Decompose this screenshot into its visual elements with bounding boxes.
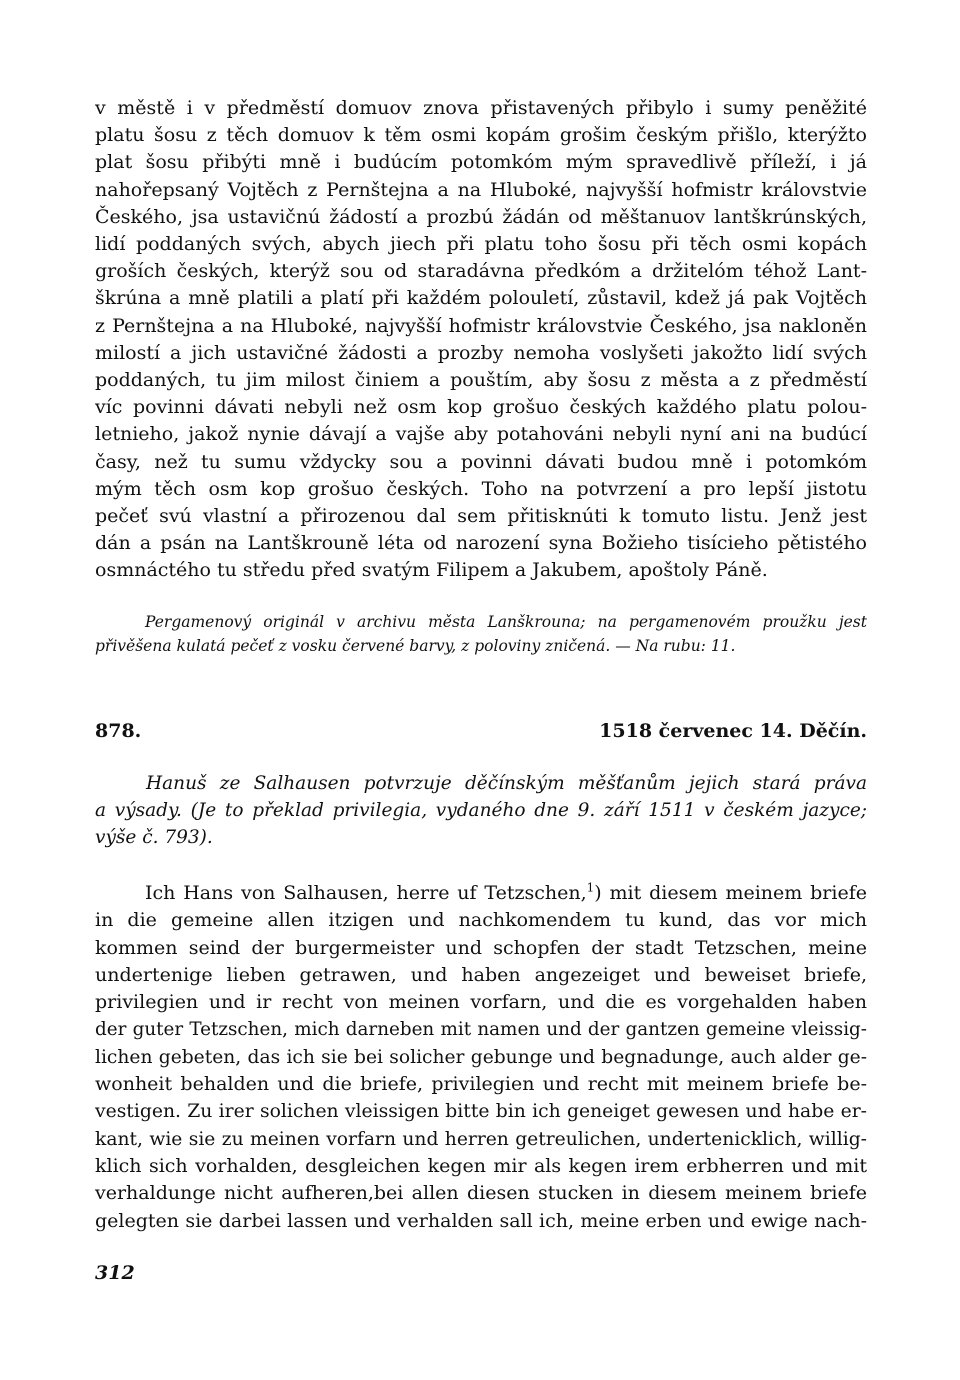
text-line: dán a psán na Lantškrouně léta od narození syna Božieho tisícieho pětistého [95, 532, 867, 555]
entry-date: 1518 červenec 14. Děčín. [599, 720, 867, 742]
text-line: víc povinni dávati nebyli než osm kop grošuo českých každého platu polou- [95, 396, 867, 419]
text-line: in die gemeine allen itzigen und nachkomendem tu kund, das vor mich [95, 909, 867, 932]
text-line: verhaldunge nicht aufheren,bei allen diesen stucken in diesem meinem briefe [95, 1182, 867, 1205]
entry-summary [95, 770, 867, 851]
text-line: vestigen. Zu irer solichen vleissigen bitte bin ich geneiget gewesen und habe er- [95, 1101, 867, 1123]
text-line: nahořepsaný Vojtěch z Pernštejna a na Hluboké, najvyšší hofmistr královstvie [95, 178, 867, 201]
text-line: plat šosu přibýti mně i budúcím potomkóm mým spravedlivě příleží, i já [95, 151, 867, 174]
upper-paragraph [95, 95, 867, 585]
text-line: milostí a jich ustavičné žádosti a prozby nemoha voslyšeti jakožto lidí svých [95, 341, 867, 364]
summary-line: výše č. 793). [95, 827, 213, 848]
text-line: škrúna a mně platili a platí při každém polouletí, zůstavil, kdež já pak Vojtěch [95, 287, 867, 310]
text-fragment: ) mit diesem meinem briefe [594, 882, 867, 904]
text-line: wonheit behalden und die briefe, privilegien und recht mit meinem briefe be- [95, 1073, 867, 1096]
note-line: přivěšena kulatá pečeť z vosku červené barvy, z poloviny zničená. — Na rubu: 11. [95, 637, 736, 655]
archival-note [95, 610, 867, 658]
footnote-mark: 1 [586, 880, 595, 895]
page-number: 312 [95, 1262, 135, 1284]
text-line: undertenige lieben getrawen, und haben angezeiget und beweiset briefe, [95, 963, 867, 986]
text-line: poddaných, tu jim milost činiem a pouštím, aby šosu z města a z předměstí [95, 369, 867, 392]
text-fragment: Ich Hans von Salhausen, herre uf Tetzschen, [145, 882, 587, 904]
text-line: pečeť svú vlastní a přirozenou dal sem přitisknúti k tomuto listu. Jenž jest [95, 505, 867, 528]
text-line: groších českých, kterýž sou od staradávna předkóm a držitelóm téhož Lant- [95, 260, 867, 283]
text-line [95, 880, 867, 907]
summary-line: a výsady. (Je to překlad privilegia, vydaného dne 9. září 1511 v českém jazyce; [95, 800, 867, 821]
text-line: lichen gebeten, das ich sie bei solicher gebunge und begnadunge, auch alder ge- [95, 1046, 867, 1068]
text-line: lidí poddaných svých, abych jiech při platu toho šosu při těch osmi kopách [95, 233, 867, 256]
text-line: Českého, jsa ustavičnú žádostí a prozbú žádán od měštanuov lantškrúnských, [95, 205, 867, 228]
text-line: mým těch osm kop grošuo českých. Toho na potvrzení a pro lepší jistotu [95, 477, 867, 500]
text-line: časy, než tu sumu vždycky sou a povinni dávati budou mně i potomkóm [95, 450, 867, 473]
text-line: v městě i v předměstí domuov znova přistavených přibylo i sumy peněžité [95, 97, 867, 119]
text-line: platu šosu z těch domuov k těm osmi kopám grošim českým přišlo, kterýžto [95, 124, 867, 147]
lower-paragraph [95, 880, 867, 1235]
text-line: osmnáctého tu středu před svatým Filipem a Jakubem, apoštoly Páně. [95, 559, 768, 582]
text-line: gelegten sie darbei lassen und verhalden sall ich, meine erben und ewige nach- [95, 1209, 867, 1232]
summary-line: Hanuš ze Salhausen potvrzuje děčínským měšťanům jejich stará práva [146, 773, 867, 794]
entry-number: 878. [95, 720, 142, 742]
text-line: letnieho, jakož nynie dávají a vajše aby potahováni nebyli nyní ani na budúcí [95, 423, 867, 446]
text-line: der guter Tetzschen, mich darneben mit namen und der gantzen gemeine vleissig- [95, 1019, 867, 1041]
text-line: kommen seind der burgermeister und schopfen der stadt Tetzschen, meine [95, 936, 867, 959]
text-line: privilegien und ir recht von meinen vorfarn, und die es vorgehalden haben [95, 991, 867, 1014]
text-line: z Pernštejna a na Hluboké, najvyšší hofmistr královstvie Českého, jsa nakloněn [95, 314, 867, 337]
note-line: Pergamenový originál v archivu města Lanškrouna; na pergamenovém proužku jest [145, 613, 867, 631]
text-line: klich sich vorhalden, desgleichen kegen mir als kegen irem erbherren und mit [95, 1154, 867, 1177]
text-line: kant, wie sie zu meinen vorfarn und herren getreulichen, undertenicklich, willig- [95, 1128, 867, 1150]
document-page [95, 0, 867, 1380]
